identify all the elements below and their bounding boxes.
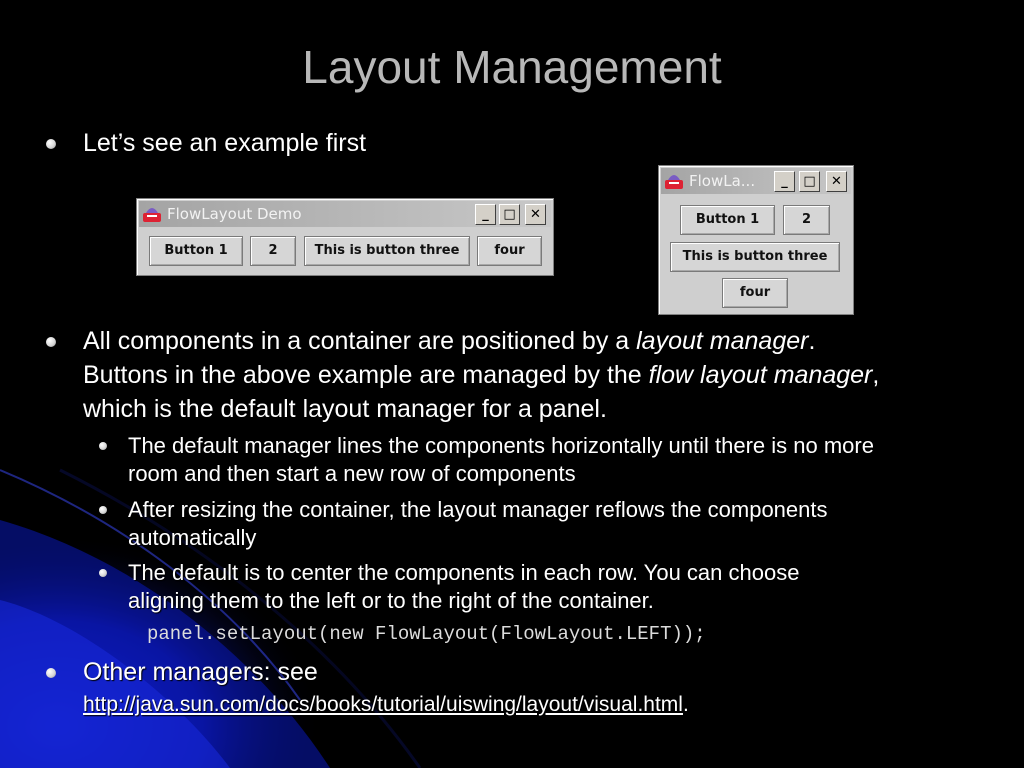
text-run: . bbox=[808, 327, 816, 355]
button-three[interactable]: This is button three bbox=[670, 242, 840, 272]
sub-bullet-dot bbox=[99, 569, 107, 577]
tutorial-link[interactable]: http://java.sun.com/docs/books/tutorial/uiswing/layout/visual.html bbox=[83, 693, 683, 716]
bullet-dot bbox=[46, 139, 56, 149]
minimize-button[interactable]: _ bbox=[774, 171, 795, 192]
text-line: automatically bbox=[128, 525, 257, 550]
flowlayout-demo-window-narrow bbox=[658, 165, 854, 315]
sub-bullet-reflow bbox=[128, 496, 1018, 552]
sub-bullet-alignment bbox=[128, 559, 1018, 615]
button-three[interactable]: This is button three bbox=[304, 236, 470, 266]
text-line: room and then start a new row of components bbox=[128, 461, 576, 486]
button-1[interactable]: Button 1 bbox=[680, 205, 775, 235]
button-four[interactable]: four bbox=[477, 236, 542, 266]
sub-bullet-horizontal bbox=[128, 432, 1018, 488]
maximize-button[interactable]: □ bbox=[499, 204, 520, 225]
java-app-icon bbox=[142, 204, 162, 224]
text-line: Other managers: see bbox=[83, 658, 318, 686]
bullet-layout-manager bbox=[83, 324, 1013, 426]
sub-bullet-dot bbox=[99, 442, 107, 450]
text-run: Buttons in the above example are managed by the bbox=[83, 361, 649, 389]
bullet-intro: Let’s see an example first bbox=[83, 129, 367, 157]
code-snippet: panel.setLayout(new FlowLayout(FlowLayout.LEFT)); bbox=[147, 623, 706, 645]
window-title-bar[interactable] bbox=[139, 201, 551, 227]
button-2[interactable]: 2 bbox=[783, 205, 830, 235]
window-title: FlowLayout Demo bbox=[167, 205, 302, 223]
text-line: After resizing the container, the layout manager reflows the components bbox=[128, 497, 828, 522]
java-app-icon bbox=[664, 171, 684, 191]
emphasis-flow-layout-manager: flow layout manager bbox=[648, 361, 873, 389]
minimize-button[interactable]: _ bbox=[475, 204, 496, 225]
button-four[interactable]: four bbox=[722, 278, 788, 308]
maximize-button[interactable]: □ bbox=[799, 171, 820, 192]
flowlayout-demo-window-wide bbox=[136, 198, 554, 276]
text-line: The default is to center the components in each row. You can choose bbox=[128, 560, 800, 585]
text-run: . bbox=[682, 693, 689, 716]
button-2[interactable]: 2 bbox=[250, 236, 296, 266]
text-line: The default manager lines the components horizontally until there is no more bbox=[128, 433, 874, 458]
sub-bullet-dot bbox=[99, 506, 107, 514]
text-run: which is the default layout manager for a panel. bbox=[83, 395, 607, 423]
bullet-other-managers bbox=[83, 655, 1013, 721]
close-button[interactable]: ✕ bbox=[525, 204, 546, 225]
slide-title: Layout Management bbox=[302, 41, 722, 93]
emphasis-layout-manager: layout manager bbox=[636, 327, 809, 355]
window-title-bar[interactable] bbox=[661, 168, 851, 194]
text-run: All components in a container are positioned by a bbox=[83, 327, 637, 355]
close-button[interactable]: ✕ bbox=[826, 171, 847, 192]
bullet-dot bbox=[46, 337, 56, 347]
text-line: aligning them to the left or to the right of the container. bbox=[128, 588, 654, 613]
button-1[interactable]: Button 1 bbox=[149, 236, 243, 266]
bullet-dot bbox=[46, 668, 56, 678]
window-title: FlowLa... bbox=[689, 172, 756, 190]
text-run: , bbox=[872, 361, 880, 389]
